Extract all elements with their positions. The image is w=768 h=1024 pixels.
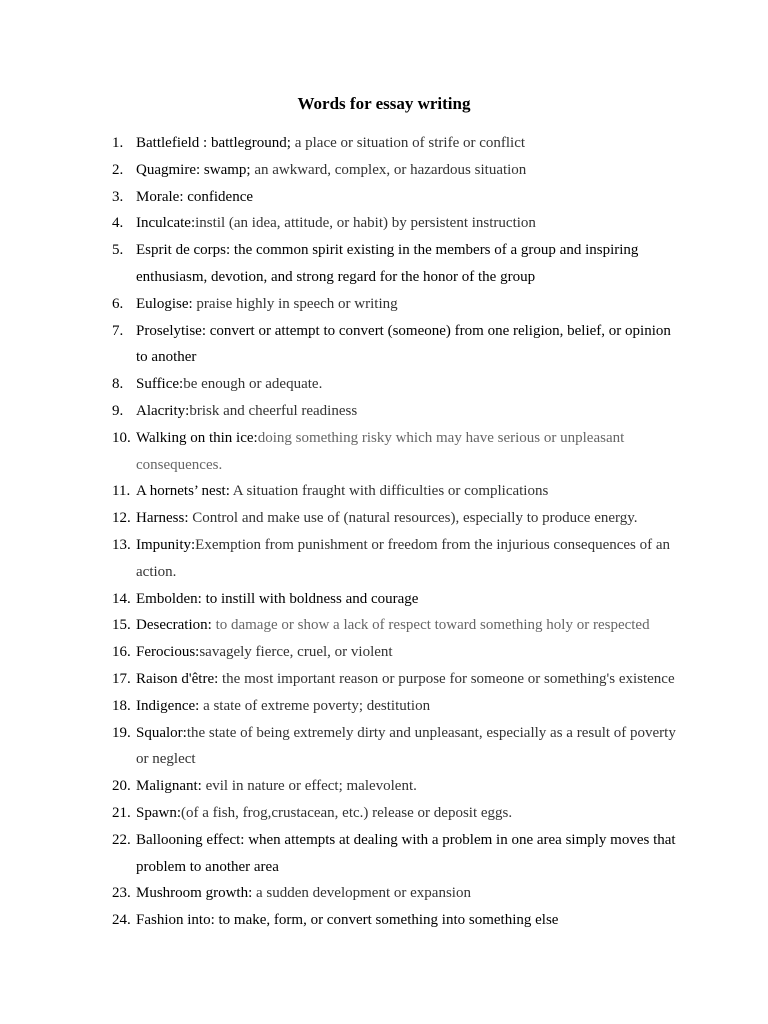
list-item — [0, 880, 682, 907]
item-term: Ferocious: — [136, 644, 200, 661]
item-number: 11. — [112, 483, 131, 500]
item-number: 19. — [112, 724, 131, 741]
item-definition: Control and make use of (natural resources), especially to produce energy. — [188, 510, 638, 527]
item-definition: a sudden development or expansion — [252, 885, 471, 902]
item-term: Mushroom growth: — [136, 885, 253, 902]
list-item — [0, 291, 682, 318]
list-item — [0, 505, 682, 532]
item-definition: an awkward, complex, or hazardous situation — [250, 161, 527, 178]
item-term: Harness: — [136, 510, 189, 527]
item-term: A hornets’ nest: — [136, 483, 230, 500]
list-item — [0, 639, 682, 666]
item-number: 10. — [112, 429, 131, 446]
item-term: Squalor: — [136, 724, 187, 741]
item-definition: (of a fish, frog,crustacean, etc.) release or deposit eggs. — [181, 804, 513, 821]
item-term: Alacrity: — [136, 402, 190, 419]
item-definition: instil (an idea, attitude, or habit) by persistent instruction — [195, 215, 536, 232]
list-item — [0, 237, 682, 291]
list-item — [0, 720, 682, 774]
item-number: 23. — [112, 885, 131, 902]
item-definition: A situation fraught with difficulties or complications — [229, 483, 549, 500]
item-number: 20. — [112, 778, 131, 795]
item-term: Quagmire: swamp; — [136, 161, 251, 178]
list-item — [0, 693, 682, 720]
item-number: 22. — [112, 831, 131, 848]
item-term: Eulogise: — [136, 295, 193, 312]
item-term: Desecration: — [136, 617, 212, 634]
item-number: 24. — [112, 912, 131, 929]
word-list — [0, 130, 768, 934]
list-item — [0, 612, 682, 639]
item-number: 21. — [112, 804, 131, 821]
item-definition: evil in nature or effect; malevolent. — [201, 778, 417, 795]
item-number: 6. — [112, 295, 124, 312]
item-term: Malignant: — [136, 778, 202, 795]
list-item — [0, 478, 682, 505]
item-definition: savagely fierce, cruel, or violent — [199, 644, 393, 661]
list-item — [0, 907, 682, 934]
item-number: 13. — [112, 536, 131, 553]
item-term: Proselytise: convert or attempt to convert (someone) from one religion, belief, or opinion to another — [136, 322, 671, 366]
item-definition: a place or situation of strife or conflict — [290, 135, 526, 151]
list-item — [0, 532, 682, 586]
item-definition: doing something risky which may have serious or unpleasant consequences. — [136, 429, 625, 473]
list-item — [0, 800, 682, 827]
item-definition: praise highly in speech or writing — [192, 295, 398, 312]
item-number: 3. — [112, 188, 124, 205]
list-item — [0, 371, 682, 398]
item-number: 9. — [112, 402, 124, 419]
list-item — [0, 773, 682, 800]
list-item — [0, 184, 682, 211]
item-term: Spawn: — [136, 804, 181, 821]
item-number: 1. — [112, 135, 124, 151]
item-number: 7. — [112, 322, 124, 339]
item-term: Ballooning effect: when attempts at dealing with a problem in one area simply moves that problem to another area — [136, 831, 676, 875]
item-number: 4. — [112, 215, 124, 232]
list-item — [0, 130, 682, 157]
list-item — [0, 157, 682, 184]
item-number: 18. — [112, 697, 131, 714]
item-term: Esprit de corps: the common spirit existing in the members of a group and inspiring enthusiasm, devotion, and strong regard for the honor of the group — [136, 242, 639, 285]
item-definition: a state of extreme poverty; destitution — [199, 697, 431, 714]
item-number: 14. — [112, 590, 131, 607]
list-item — [0, 827, 682, 881]
item-term: Battlefield : battleground; — [136, 135, 291, 151]
item-term: Indigence: — [136, 697, 200, 714]
list-item — [0, 425, 682, 479]
item-definition: to damage or show a lack of respect toward something holy or respected — [211, 617, 650, 634]
item-term: Embolden: to instill with boldness and courage — [136, 590, 419, 607]
item-term: Impunity: — [136, 536, 196, 553]
item-definition: the state of being extremely dirty and unpleasant, especially as a result of poverty or neglect — [136, 724, 676, 768]
item-number: 15. — [112, 617, 131, 634]
list-item — [0, 666, 682, 693]
item-number: 8. — [112, 376, 124, 393]
item-number: 17. — [112, 670, 131, 687]
item-term: Suffice: — [136, 376, 184, 393]
item-number: 5. — [112, 242, 124, 259]
item-term: Inculcate: — [136, 215, 196, 232]
item-term: Raison d'être: — [136, 670, 219, 687]
item-term: Walking on thin ice: — [136, 429, 258, 446]
item-definition: brisk and cheerful readiness — [189, 402, 358, 419]
item-term: Fashion into: to make, form, or convert something into something else — [136, 912, 559, 929]
item-definition: the most important reason or purpose for someone or something's existence — [218, 670, 675, 687]
item-term: Morale: confidence — [136, 188, 254, 205]
list-item — [0, 586, 682, 613]
item-definition: Exemption from punishment or freedom from the injurious consequences of an action. — [136, 536, 671, 580]
item-number: 12. — [112, 510, 131, 527]
list-item — [0, 210, 682, 237]
item-number: 16. — [112, 644, 131, 661]
list-item — [0, 398, 682, 425]
page-title: Words for essay writing — [297, 94, 471, 113]
item-number: 2. — [112, 161, 124, 178]
list-item — [0, 318, 682, 372]
item-definition: be enough or adequate. — [183, 376, 323, 393]
